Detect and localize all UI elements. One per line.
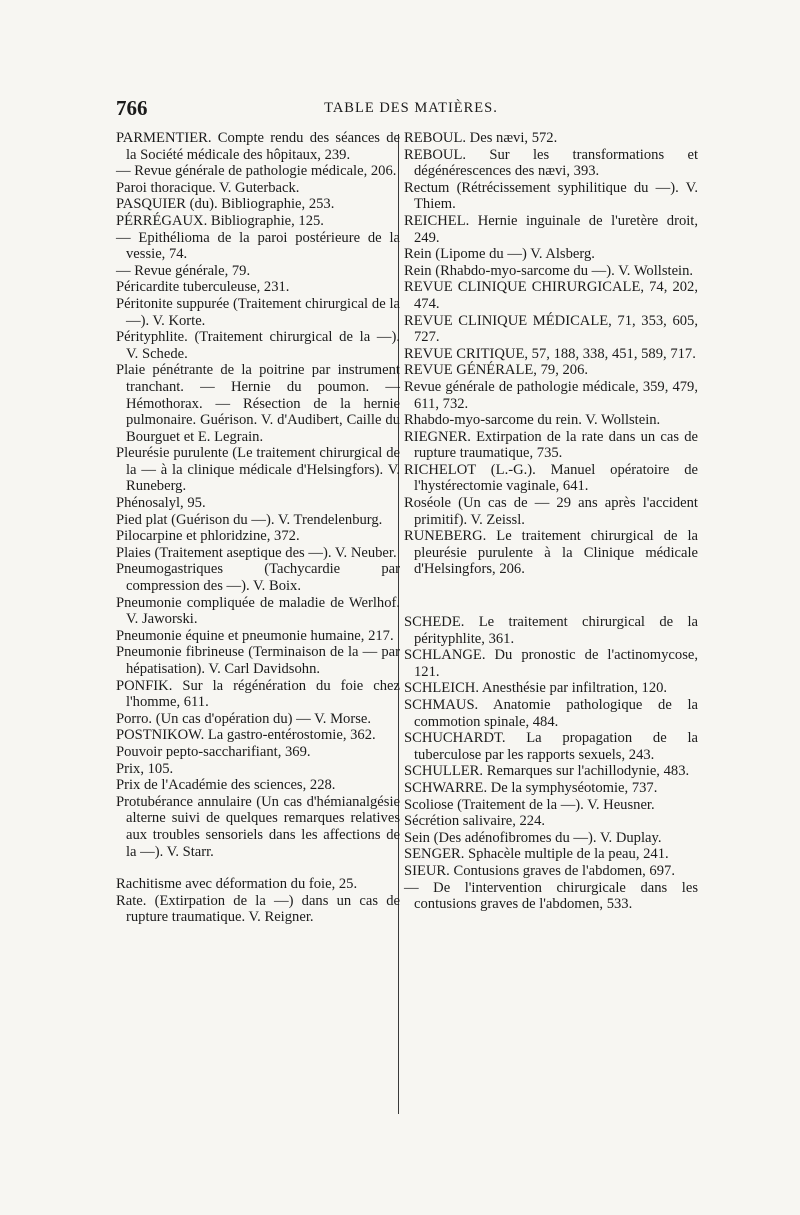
index-entry: — Revue générale, 79. [116,262,251,279]
index-entry: REBOUL. Des nævi, 572. [404,130,558,146]
index-entry: REVUE CLINIQUE CHIRURGICALE, 74, 202, 474. [404,279,698,312]
index-entry: SCHLEICH. Anesthésie par infiltration, 120. [404,680,668,697]
index-entry: SIEUR. Contusions graves de l'abdomen, 697. [404,862,675,879]
index-entry: Sein (Des adénofibromes du —). V. Duplay. [404,829,662,846]
index-entry: Pneumogastriques (Tachycardie par compression des —). V. Boix. [116,561,400,595]
index-entry: Revue générale de pathologie médicale, 359, 479, 611, 732. [404,378,698,412]
index-entry: PARMENTIER. Compte rendu des séances de la Société médicale des hôpitaux, 239. [116,130,400,163]
index-entry: — Revue générale de pathologie médicale, 206. [116,163,397,180]
index-entry: Rein (Rhabdo-myo-sarcome du —). V. Wollstein. [404,262,694,279]
page-number: 766 [116,96,148,120]
index-entry: Pneumonie fibrineuse (Terminaison de la — par hépatisation). V. Carl Davidsohn. [116,644,400,677]
index-entry: REVUE GÉNÉRALE, 79, 206. [404,362,589,379]
index-entry: SCHMAUS. Anatomie pathologique de la commotion spinale, 484. [404,697,698,730]
index-entry: Rhabdo-myo-sarcome du rein. V. Wollstein. [404,412,661,429]
index-entry: — Epithélioma de la paroi postérieure de la vessie, 74. [116,229,400,263]
index-entry: Rachitisme avec déformation du foie, 25. [116,876,358,893]
index-entry: Sécrétion salivaire, 224. [404,813,546,830]
index-entry: RIEGNER. Extirpation de la rate dans un cas de rupture traumatique, 735. [404,428,698,462]
index-entry: PASQUIER (du). Bibliographie, 253. [116,196,335,213]
index-entry: Pneumonie compliquée de maladie de Werlhof. V. Jaworski. [116,594,400,628]
index-entry: Pérityphlite. (Traitement chirurgical de la —). V. Schede. [116,329,400,362]
index-entry: Rate. (Extirpation de la —) dans un cas de rupture traumatique. V. Reigner. [116,892,400,926]
index-entry: REICHEL. Hernie inguinale de l'uretère droit, 249. [404,212,698,246]
index-entry: SCHUCHARDT. La propagation de la tuberculose par les rapports sexuels, 243. [404,730,698,763]
running-head: TABLE DES MATIÈRES. [324,100,498,116]
index-entry: Prix de l'Académie des sciences, 228. [116,777,336,794]
index-entry: SCHLANGE. Du pronostic de l'actinomycose, 121. [404,647,698,680]
index-entry: Rectum (Rétrécissement syphilitique du —). V. Thiem. [404,179,698,213]
index-column-left [116,130,400,926]
index-entry: Pied plat (Guérison du —). V. Trendelenburg. [116,511,383,528]
index-entry: REVUE CRITIQUE, 57, 188, 338, 451, 589, 717. [404,345,696,362]
index-entry: Roséole (Un cas de — 29 ans après l'accident primitif). V. Zeissl. [404,495,698,528]
index-entry: POSTNIKOW. La gastro-entérostomie, 362. [116,727,376,744]
index-entry: Péritonite suppurée (Traitement chirurgical de la —). V. Korte. [116,295,400,329]
index-entry: — De l'intervention chirurgicale dans les contusions graves de l'abdomen, 533. [404,879,698,913]
index-entry: Péricardite tuberculeuse, 231. [116,279,290,296]
index-entry: RICHELOT (L.-G.). Manuel opératoire de l'hystérectomie vaginale, 641. [404,461,698,495]
index-entry: Rein (Lipome du —) V. Alsberg. [404,246,595,263]
index-entry: Prix, 105. [116,760,174,777]
index-column-right [400,130,698,913]
index-entry: SCHWARRE. De la symphyséotomie, 737. [404,779,658,796]
index-entry: Porro. (Un cas d'opération du) — V. Morse. [116,710,372,727]
index-entry: REBOUL. Sur les transformations et dégénérescences des nævi, 393. [404,146,698,180]
index-entry: PONFIK. Sur la régénération du foie chez l'homme, 611. [116,677,400,711]
index-entry: Phénosalyl, 95. [116,495,206,512]
page-header [116,96,706,120]
index-entry: RUNEBERG. Le traitement chirurgical de la pleurésie purulente à la Clinique médicale d'Helsingfors, 206. [404,528,698,578]
index-entry: Protubérance annulaire (Un cas d'hémianalgésie alterne suivi de quelques remarques relatives aux troubles sensoriels dans les affections de la —). V. Starr. [116,793,400,860]
index-entry: PÉRRÉGAUX. Bibliographie, 125. [116,212,324,229]
index-entry: Plaies (Traitement aseptique des —). V. Neuber. [116,544,397,561]
index-entry: Pneumonie équine et pneumonie humaine, 217. [116,627,394,644]
index-entry: SCHULLER. Remarques sur l'achillodynie, 483. [404,763,690,780]
index-entry: REVUE CLINIQUE MÉDICALE, 71, 353, 605, 727. [404,312,698,346]
index-entry: Scoliose (Traitement de la —). V. Heusner. [404,796,655,813]
index-entry: Pleurésie purulente (Le traitement chirurgical de la — à la clinique médicale d'Helsingfors). V. Runeberg. [116,445,400,495]
index-entry: SCHEDE. Le traitement chirurgical de la pérityphlite, 361. [404,614,698,647]
index-entry: Plaie pénétrante de la poitrine par instrument tranchant. — Hernie du poumon. — Hémothorax. — Résection de la hernie pulmonaire. Guérison. V. d'Audibert, Caille du Bourguet et E. Legrain. [116,362,400,445]
index-entry: Pilocarpine et phloridzine, 372. [116,528,300,545]
index-entry: Pouvoir pepto-saccharifiant, 369. [116,743,311,760]
index-entry: Paroi thoracique. V. Guterback. [116,179,300,196]
index-entry: SENGER. Sphacèle multiple de la peau, 241. [404,846,669,863]
